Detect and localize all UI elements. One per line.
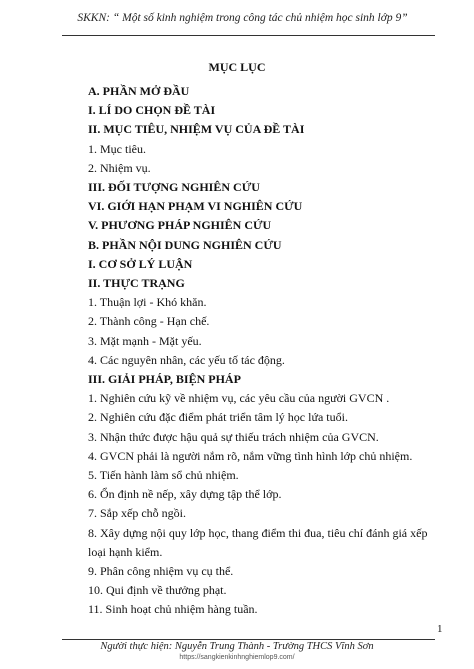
toc-heading: III. GIẢI PHÁP, BIỆN PHÁP	[88, 372, 241, 387]
footer-divider	[62, 639, 435, 640]
toc-item: 1. Nghiên cứu kỹ về nhiệm vụ, các yêu cầu của người GVCN .	[88, 391, 390, 406]
toc-item: 4. Các nguyên nhân, các yếu tố tác động.	[88, 352, 285, 367]
page-number: 1	[437, 623, 443, 635]
running-header: SKKN: “ Một số kinh nghiệm trong công tác chủ nhiệm học sinh lớp 9”	[77, 12, 408, 24]
toc-item: 1. Mục tiêu.	[88, 141, 146, 156]
toc-item: 8. Xây dựng nội quy lớp học, thang điểm thi đua, tiêu chí đánh giá xếp loại hạnh kiểm.	[88, 525, 428, 559]
toc-item: 1. Thuận lợi - Khó khăn.	[88, 295, 207, 310]
toc-item: 4. GVCN phải là người nắm rõ, nắm vững tình hình lớp chủ nhiệm.	[88, 448, 413, 463]
toc-heading: I. LÍ DO CHỌN ĐỀ TÀI	[88, 103, 216, 118]
toc-item: 5. Tiến hành làm sổ chủ nhiệm.	[88, 468, 239, 483]
toc-heading: II. MỤC TIÊU, NHIỆM VỤ CỦA ĐỀ TÀI	[88, 122, 305, 137]
toc-heading: II. THỰC TRẠNG	[88, 276, 185, 291]
toc-item: 2. Nhiệm vụ.	[88, 160, 151, 175]
toc-heading: VI. GIỚI HẠN PHẠM VI NGHIÊN CỨU	[88, 199, 303, 214]
toc-item: 2. Nghiên cứu đặc điểm phát triển tâm lý học lứa tuổi.	[88, 410, 348, 425]
toc-item: 3. Nhận thức được hậu quả sự thiếu trách nhiệm của GVCN.	[88, 429, 379, 444]
toc-heading: I. CƠ SỞ LÝ LUẬN	[88, 256, 193, 271]
header-divider	[62, 35, 435, 36]
footer-url-watermark: https://sangkienkinhnghiemlop9.com/	[179, 654, 295, 661]
toc-heading: V. PHƯƠNG PHÁP NGHIÊN CỨU	[88, 218, 272, 233]
page-title: MỤC LỤC	[208, 60, 266, 74]
running-footer: Người thực hiện: Nguyễn Trung Thành - Trường THCS Vĩnh Sơn	[100, 641, 374, 652]
toc-item: 10. Qui định về thưởng phạt.	[88, 583, 227, 598]
toc-item: 6. Ổn định nề nếp, xây dựng tập thể lớp.	[88, 487, 282, 502]
toc-item: 7. Sắp xếp chỗ ngồi.	[88, 506, 186, 521]
toc-heading: B. PHẦN NỘI DUNG NGHIÊN CỨU	[88, 237, 282, 252]
toc-heading: III. ĐỐI TƯỢNG NGHIÊN CỨU	[88, 180, 260, 195]
table-of-contents	[88, 82, 448, 620]
toc-item: 3. Mặt mạnh - Mặt yếu.	[88, 333, 202, 348]
toc-item: 2. Thành công - Hạn chế.	[88, 314, 210, 329]
toc-item: 11. Sinh hoạt chủ nhiệm hàng tuần.	[88, 602, 258, 617]
toc-heading: A. PHẦN MỞ ĐẦU	[88, 84, 190, 98]
toc-item: 9. Phân công nhiệm vụ cụ thể.	[88, 564, 234, 579]
